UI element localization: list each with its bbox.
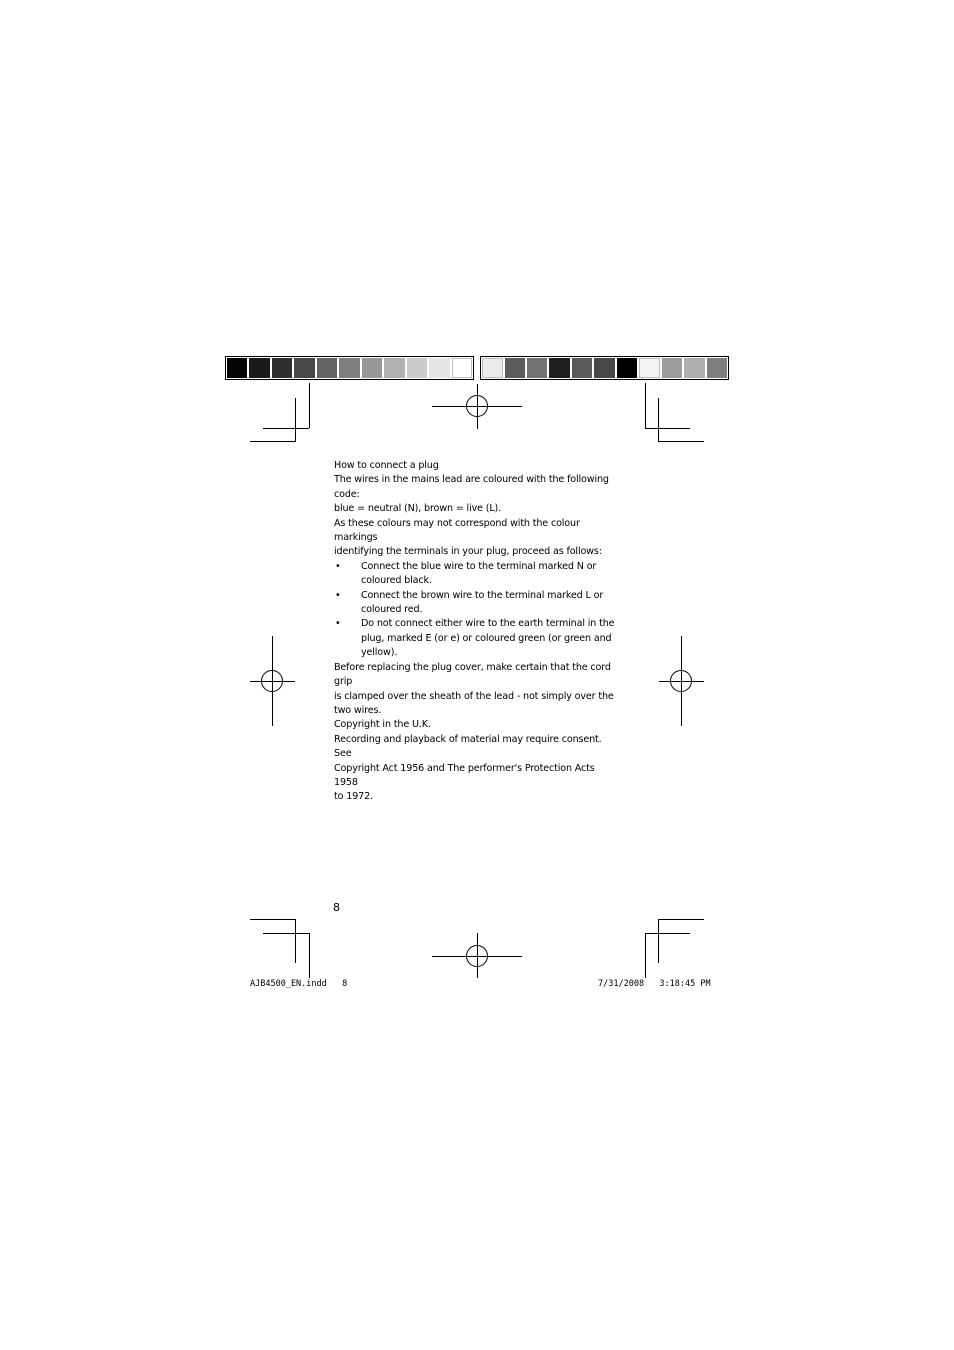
color-swatch: [707, 358, 727, 378]
crop-mark: [263, 428, 309, 429]
text-line: yellow).: [361, 647, 398, 659]
section-heading-plug: How to connect a plug: [334, 460, 439, 471]
crop-mark: [658, 441, 704, 442]
bullet-icon: •: [335, 618, 341, 630]
text-line: to 1972.: [334, 791, 373, 803]
color-bar-right: [480, 356, 729, 380]
text-line: coloured black.: [361, 575, 432, 587]
text-line: coloured red.: [361, 604, 423, 616]
crop-mark: [295, 919, 296, 963]
color-swatch: [482, 358, 503, 378]
slug-datetime: 7/31/2008 3:18:45 PM: [598, 979, 711, 989]
text-line: The wires in the mains lead are coloured with the following code:: [334, 474, 609, 500]
crop-mark: [295, 398, 296, 442]
color-swatch: [662, 358, 682, 378]
crop-mark: [658, 398, 659, 442]
color-swatch: [594, 358, 614, 378]
text-line: plug, marked E (or e) or coloured green (or green and: [361, 632, 612, 644]
text-line: Do not connect either wire to the earth terminal in the: [361, 618, 615, 630]
text-line: Connect the blue wire to the terminal marked N or: [361, 560, 597, 572]
list-item: [334, 560, 616, 589]
paragraph: [334, 517, 616, 560]
color-swatch: [227, 358, 247, 378]
text-line: Connect the brown wire to the terminal marked L or: [361, 589, 604, 601]
color-swatch: [362, 358, 382, 378]
section-heading-copyright: Copyright in the U.K.: [334, 719, 431, 731]
crop-mark: [658, 919, 704, 920]
crop-mark: [658, 919, 659, 963]
color-swatch: [249, 358, 269, 378]
text-line: Copyright Act 1956 and The performer's Protection Acts 1958: [334, 762, 595, 788]
list-item: [334, 617, 616, 660]
color-swatch: [527, 358, 547, 378]
crop-mark: [263, 933, 309, 934]
list-item: [334, 589, 616, 618]
registration-mark-circle: [670, 670, 692, 692]
text-line: As these colours may not correspond with the colour markings: [334, 517, 580, 544]
registration-mark-circle: [466, 395, 488, 417]
color-swatch: [572, 358, 592, 378]
crop-mark: [309, 383, 310, 428]
paragraph: [334, 661, 616, 719]
text-line: Before replacing the plug cover, make certain that the cord grip: [334, 661, 611, 688]
color-swatch: [294, 358, 314, 378]
article-body: [334, 459, 616, 805]
instruction-list: [334, 560, 616, 661]
registration-mark-circle: [261, 670, 283, 692]
text-line: is clamped over the sheath of the lead - not simply over the: [334, 690, 614, 702]
color-bar-left: [225, 356, 474, 380]
text-line: blue = neutral (N), brown = live (L).: [334, 503, 502, 515]
color-swatch: [684, 358, 704, 378]
color-swatch: [429, 358, 449, 378]
color-swatch: [639, 358, 660, 378]
crop-mark: [645, 383, 646, 428]
registration-mark-circle: [466, 945, 488, 967]
crop-mark: [645, 933, 690, 934]
crop-mark: [645, 428, 690, 429]
crop-mark: [309, 933, 310, 978]
color-swatch: [339, 358, 359, 378]
text-line: identifying the terminals in your plug, proceed as follows:: [334, 546, 602, 558]
bullet-icon: •: [335, 589, 341, 601]
color-swatch: [272, 358, 292, 378]
bullet-icon: •: [335, 560, 341, 572]
color-swatch: [317, 358, 337, 378]
page-number: 8: [333, 901, 340, 914]
color-swatch: [505, 358, 525, 378]
crop-mark: [250, 919, 295, 920]
text-line: two wires.: [334, 704, 382, 716]
paragraph: [334, 733, 616, 805]
color-swatch: [549, 358, 569, 378]
color-swatch: [407, 358, 427, 378]
color-swatch: [384, 358, 404, 378]
paragraph: [334, 473, 616, 516]
crop-mark: [645, 933, 646, 978]
color-swatch: [617, 358, 637, 378]
crop-mark: [250, 441, 295, 442]
slug-file-info: AJB4500_EN.indd 8: [250, 979, 348, 989]
color-swatch: [452, 358, 473, 378]
text-line: Recording and playback of material may require consent. See: [334, 733, 602, 760]
